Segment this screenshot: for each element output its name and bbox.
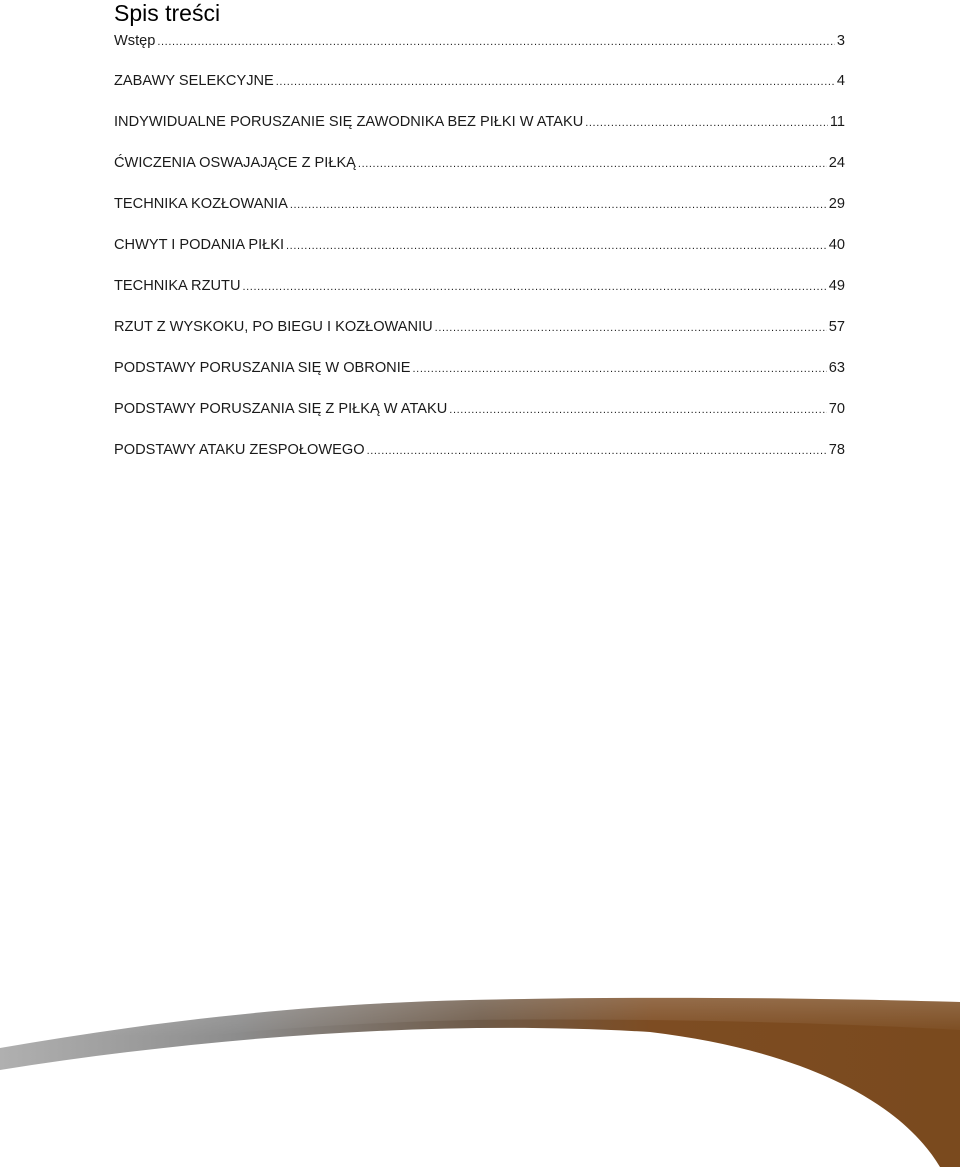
toc-page-number: 63	[828, 360, 845, 376]
toc-page-number: 78	[828, 442, 845, 458]
toc-dot-leader	[358, 154, 827, 174]
toc-entry-title: CHWYT I PODANIA PIŁKI	[114, 237, 285, 253]
toc-dot-leader	[157, 32, 835, 52]
toc-entry-title: INDYWIDUALNE PORUSZANIE SIĘ ZAWODNIKA BEZ PIŁKI W ATAKU	[114, 114, 584, 130]
toc-page-number: 29	[828, 196, 845, 212]
toc-entry-chwyt-i-podania[interactable]	[114, 235, 845, 276]
toc-entry-technika-rzutu[interactable]	[114, 276, 845, 317]
toc-entry-title: PODSTAWY PORUSZANIA SIĘ Z PIŁKĄ W ATAKU	[114, 401, 448, 417]
toc-entry-atak-zespolowy[interactable]	[114, 440, 845, 481]
toc-entry-cwiczenia-oswajajace[interactable]	[114, 153, 845, 194]
toc-page-number: 3	[836, 33, 845, 49]
toc-page-number: 49	[828, 278, 845, 294]
toc-entry-poruszanie-w-obronie[interactable]	[114, 358, 845, 399]
toc-page-number: 40	[828, 237, 845, 253]
toc-page-number: 70	[828, 401, 845, 417]
toc-entry-title: PODSTAWY ATAKU ZESPOŁOWEGO	[114, 442, 365, 458]
toc-dot-leader	[435, 318, 827, 338]
toc-page-number: 4	[836, 73, 845, 89]
toc-entry-poruszanie-z-pilka[interactable]	[114, 399, 845, 440]
toc-entry-title: TECHNIKA RZUTU	[114, 278, 241, 294]
table-of-contents	[114, 31, 845, 481]
toc-dot-leader	[585, 113, 828, 133]
toc-entry-title: ZABAWY SELEKCYJNE	[114, 73, 274, 89]
toc-dot-leader	[367, 441, 827, 461]
toc-entry-title: TECHNIKA KOZŁOWANIA	[114, 196, 288, 212]
footer-swoosh-decoration	[0, 990, 960, 1167]
toc-entry-technika-kozlowania[interactable]	[114, 194, 845, 235]
toc-entry-rzut-z-wyskoku[interactable]	[114, 317, 845, 358]
toc-entry-title: ĆWICZENIA OSWAJAJĄCE Z PIŁKĄ	[114, 155, 356, 171]
toc-entry-title: PODSTAWY PORUSZANIA SIĘ W OBRONIE	[114, 360, 411, 376]
toc-dot-leader	[290, 195, 827, 215]
toc-dot-leader	[276, 72, 835, 92]
toc-dot-leader	[449, 400, 826, 420]
toc-dot-leader	[286, 236, 827, 256]
toc-page-number: 11	[829, 114, 845, 130]
toc-entry-indywidualne-poruszanie[interactable]	[114, 112, 845, 153]
toc-dot-leader	[413, 359, 827, 379]
page-title: Spis treści	[114, 0, 221, 26]
toc-entry-wstep[interactable]	[114, 31, 845, 71]
toc-page-number: 57	[828, 319, 845, 335]
toc-entry-title: Wstęp	[114, 33, 156, 49]
toc-page-number: 24	[828, 155, 845, 171]
toc-entry-title: RZUT Z WYSKOKU, PO BIEGU I KOZŁOWANIU	[114, 319, 433, 335]
toc-dot-leader	[242, 277, 826, 297]
toc-entry-zabawy-selekcyjne[interactable]	[114, 71, 845, 112]
